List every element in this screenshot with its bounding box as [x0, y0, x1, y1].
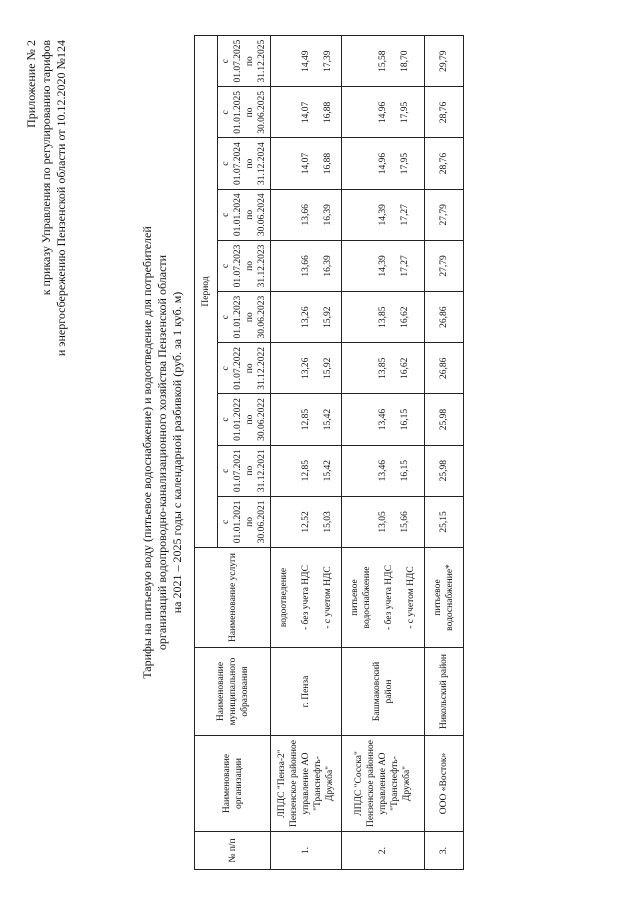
tariff-value-cell	[271, 343, 342, 394]
municipality-name: Никольский район	[425, 648, 464, 736]
tariff-value-cell	[271, 240, 342, 291]
value-spacer	[273, 244, 295, 288]
tariff-value-without-vat: 12,52	[301, 511, 311, 533]
tariff-value-with-vat: 17,27	[400, 204, 410, 226]
table-row	[425, 36, 464, 870]
service-cell	[342, 548, 425, 648]
period-from: с 01.01.2024	[221, 193, 243, 237]
service-title: водоотведение	[279, 567, 289, 628]
period-by: по	[245, 261, 255, 271]
period-header-cell	[218, 343, 271, 394]
value-spacer	[350, 346, 372, 390]
period-header-cell	[218, 445, 271, 496]
period-from: с 01.01.2021	[221, 500, 243, 544]
period-header-cell	[218, 240, 271, 291]
appendix-header	[24, 40, 69, 356]
value-spacer	[350, 449, 372, 493]
tariff-value-without-vat: 13,85	[378, 306, 388, 328]
tariff-value-with-vat: 16,62	[400, 306, 410, 328]
title-line-1: Тарифы на питьевую воду (питьевое водоснабжение) и водоотведение для потребителей	[140, 226, 154, 679]
tariff-value-cell	[342, 87, 425, 138]
tariff-value-with-vat: 17,95	[400, 101, 410, 124]
tariff-value-cell	[342, 343, 425, 394]
value-spacer	[350, 295, 372, 339]
table-row	[271, 36, 342, 870]
period-by: по	[245, 312, 255, 323]
value-spacer	[350, 397, 372, 441]
period-by: по	[245, 107, 255, 118]
tariff-value-cell: 25,98	[425, 445, 464, 496]
tariff-value-with-vat: 16,39	[323, 204, 333, 226]
period-to: 30.06.2025	[257, 91, 267, 134]
tariff-value-cell: 28,76	[425, 138, 464, 189]
tariff-value-with-vat: 17,27	[400, 255, 410, 277]
period-by: по	[245, 465, 255, 476]
tariff-value-with-vat: 16,62	[400, 357, 410, 380]
period-from: с 01.07.2021	[221, 449, 243, 493]
period-by: по	[245, 516, 255, 527]
period-from: с 01.07.2022	[221, 346, 243, 390]
tariff-value-cell	[342, 394, 425, 445]
tariff-value-without-vat: 13,66	[301, 255, 311, 277]
organization-name: ООО «Восток»	[425, 736, 464, 832]
header-municipality: Наименование муниципального образования	[195, 648, 271, 736]
period-header-cell	[218, 496, 271, 547]
tariff-value-without-vat: 12,85	[301, 460, 311, 482]
tariff-value-cell: 29,79	[425, 36, 464, 87]
tariff-value-with-vat: 16,88	[323, 101, 333, 124]
value-spacer	[273, 193, 295, 237]
tariff-value-cell	[271, 189, 342, 240]
tariff-value-without-vat: 14,96	[378, 152, 388, 175]
period-from: с 01.07.2025	[221, 39, 243, 83]
title-line-3: на 2021 – 2025 годы с календарной разбивкой (руб. за 1 куб. м)	[170, 291, 184, 614]
value-spacer	[273, 90, 295, 134]
tariff-value-with-vat: 18,70	[400, 50, 410, 72]
period-to: 31.12.2025	[257, 39, 267, 83]
value-spacer	[350, 193, 372, 237]
tariff-value-with-vat: 17,95	[400, 152, 410, 175]
tariff-value-cell: 25,15	[425, 496, 464, 547]
tariff-value-cell	[342, 138, 425, 189]
tariff-table-body	[271, 36, 464, 870]
tariff-value-cell	[342, 445, 425, 496]
municipality-name: г. Пенза	[271, 648, 342, 736]
value-spacer	[273, 500, 295, 544]
tariff-value-cell	[271, 394, 342, 445]
period-by: по	[245, 158, 255, 169]
tariff-value-without-vat: 14,39	[378, 255, 388, 277]
header-organization: Наименование организации	[195, 736, 271, 832]
tariff-table	[194, 35, 464, 870]
service-cell	[271, 548, 342, 648]
tariff-value-without-vat: 13,66	[301, 204, 311, 226]
tariff-value-with-vat: 15,03	[323, 511, 333, 533]
tariff-value-cell: 27,79	[425, 240, 464, 291]
value-spacer	[273, 397, 295, 441]
period-header-cell	[218, 36, 271, 87]
tariff-value-without-vat: 13,26	[301, 306, 311, 328]
row-number: 2.	[342, 832, 425, 870]
tariff-value-with-vat: 16,15	[400, 460, 410, 482]
period-from: с 01.01.2023	[221, 295, 243, 339]
tariff-value-without-vat: 13,85	[378, 357, 388, 380]
tariff-value-with-vat: 15,92	[323, 357, 333, 380]
tariff-value-cell	[271, 36, 342, 87]
tariff-value-cell	[342, 189, 425, 240]
appendix-order-line: к приказу Управления по регулированию тарифов	[39, 40, 53, 296]
appendix-authority-line: и энергосбережению Пензенской области от 10.12.2020 №124	[54, 40, 68, 357]
period-header-cell	[218, 87, 271, 138]
municipality-name: Башмаковский район	[342, 648, 425, 736]
tariff-value-cell: 27,79	[425, 189, 464, 240]
tariff-value-with-vat: 15,42	[323, 460, 333, 482]
appendix-number: Приложение № 2	[24, 40, 38, 128]
period-from: с 01.07.2024	[221, 142, 243, 185]
table-row	[342, 36, 425, 870]
header-service: Наименование услуги	[195, 548, 271, 648]
value-spacer	[273, 346, 295, 390]
service-with-vat: - с учетом НДС	[323, 566, 333, 629]
period-to: 31.12.2023	[257, 244, 267, 288]
period-from: с 01.01.2022	[221, 398, 243, 441]
tariff-value-without-vat: 13,26	[301, 357, 311, 380]
value-spacer	[350, 500, 372, 544]
period-header-cell	[218, 394, 271, 445]
period-by: по	[245, 56, 255, 67]
tariff-value-with-vat: 16,39	[323, 255, 333, 277]
period-by: по	[245, 209, 255, 220]
period-to: 30.06.2024	[257, 193, 267, 237]
service-cell	[425, 548, 464, 648]
tariff-value-with-vat: 15,92	[323, 306, 333, 328]
tariff-value-with-vat: 15,42	[323, 408, 333, 431]
period-to: 30.06.2023	[257, 295, 267, 339]
row-number: 3.	[425, 832, 464, 870]
service-without-vat: - без учета НДС	[301, 565, 311, 630]
tariff-value-cell	[271, 87, 342, 138]
service-title: питьевое водоснабжение	[350, 566, 372, 629]
period-to: 31.12.2022	[257, 346, 267, 390]
tariff-value-cell	[342, 240, 425, 291]
value-spacer	[273, 39, 295, 83]
tariff-value-without-vat: 15,58	[378, 50, 388, 72]
value-spacer	[273, 449, 295, 493]
period-by: по	[245, 363, 255, 374]
service-without-vat: - без учета НДС	[384, 565, 394, 630]
organization-name: ЛПДС "Пенза-2" Пензенское районное управление АО "Транснефть-Дружба"	[271, 736, 342, 832]
service-with-vat: - с учетом НДС	[406, 566, 416, 629]
period-by: по	[245, 414, 255, 425]
tariff-value-cell	[271, 445, 342, 496]
row-number: 1.	[271, 832, 342, 870]
period-header-cell	[218, 292, 271, 343]
tariff-value-cell: 26,86	[425, 292, 464, 343]
tariff-value-cell: 28,76	[425, 87, 464, 138]
tariff-value-without-vat: 14,96	[378, 101, 388, 124]
period-to: 30.06.2022	[257, 398, 267, 441]
tariff-value-cell	[342, 292, 425, 343]
tariff-value-without-vat: 14,49	[301, 50, 311, 72]
tariff-value-cell: 26,86	[425, 343, 464, 394]
value-spacer	[350, 142, 372, 186]
value-spacer	[350, 90, 372, 134]
tariff-value-without-vat: 14,07	[301, 152, 311, 175]
tariff-value-with-vat: 15,66	[400, 511, 410, 533]
title-line-2: организаций водопроводно-канализационного хозяйства Пензенской области	[155, 254, 169, 651]
period-header-cell	[218, 138, 271, 189]
document-title	[140, 0, 185, 905]
header-period: Период	[195, 36, 218, 548]
period-from: с 01.01.2025	[221, 91, 243, 134]
tariff-value-with-vat: 17,39	[323, 50, 333, 72]
period-header-cell	[218, 189, 271, 240]
service-title: питьевое водоснабжение*	[433, 564, 455, 631]
tariff-value-with-vat: 16,88	[323, 152, 333, 175]
tariff-value-without-vat: 13,46	[378, 460, 388, 482]
tariff-value-cell	[271, 496, 342, 547]
tariff-value-without-vat: 14,39	[378, 204, 388, 226]
period-to: 31.12.2021	[257, 449, 267, 493]
value-spacer	[273, 142, 295, 186]
tariff-value-without-vat: 13,46	[378, 408, 388, 431]
tariff-value-without-vat: 14,07	[301, 101, 311, 124]
tariff-value-cell	[271, 292, 342, 343]
tariff-value-cell	[271, 138, 342, 189]
tariff-value-cell: 25,98	[425, 394, 464, 445]
tariff-value-with-vat: 16,15	[400, 408, 410, 431]
tariff-value-without-vat: 12,85	[301, 408, 311, 431]
period-to: 30.06.2021	[257, 500, 267, 544]
tariff-value-without-vat: 13,05	[378, 511, 388, 533]
organization-name: ЛПДС "Сосска" Пензенское районное управление АО "Транснефть-Дружба"	[342, 736, 425, 832]
period-to: 31.12.2024	[257, 142, 267, 185]
header-num: № п/п	[195, 832, 271, 870]
value-spacer	[350, 39, 372, 83]
value-spacer	[350, 244, 372, 288]
tariff-value-cell	[342, 36, 425, 87]
tariff-value-cell	[342, 496, 425, 547]
value-spacer	[273, 295, 295, 339]
period-from: с 01.07.2023	[221, 244, 243, 288]
